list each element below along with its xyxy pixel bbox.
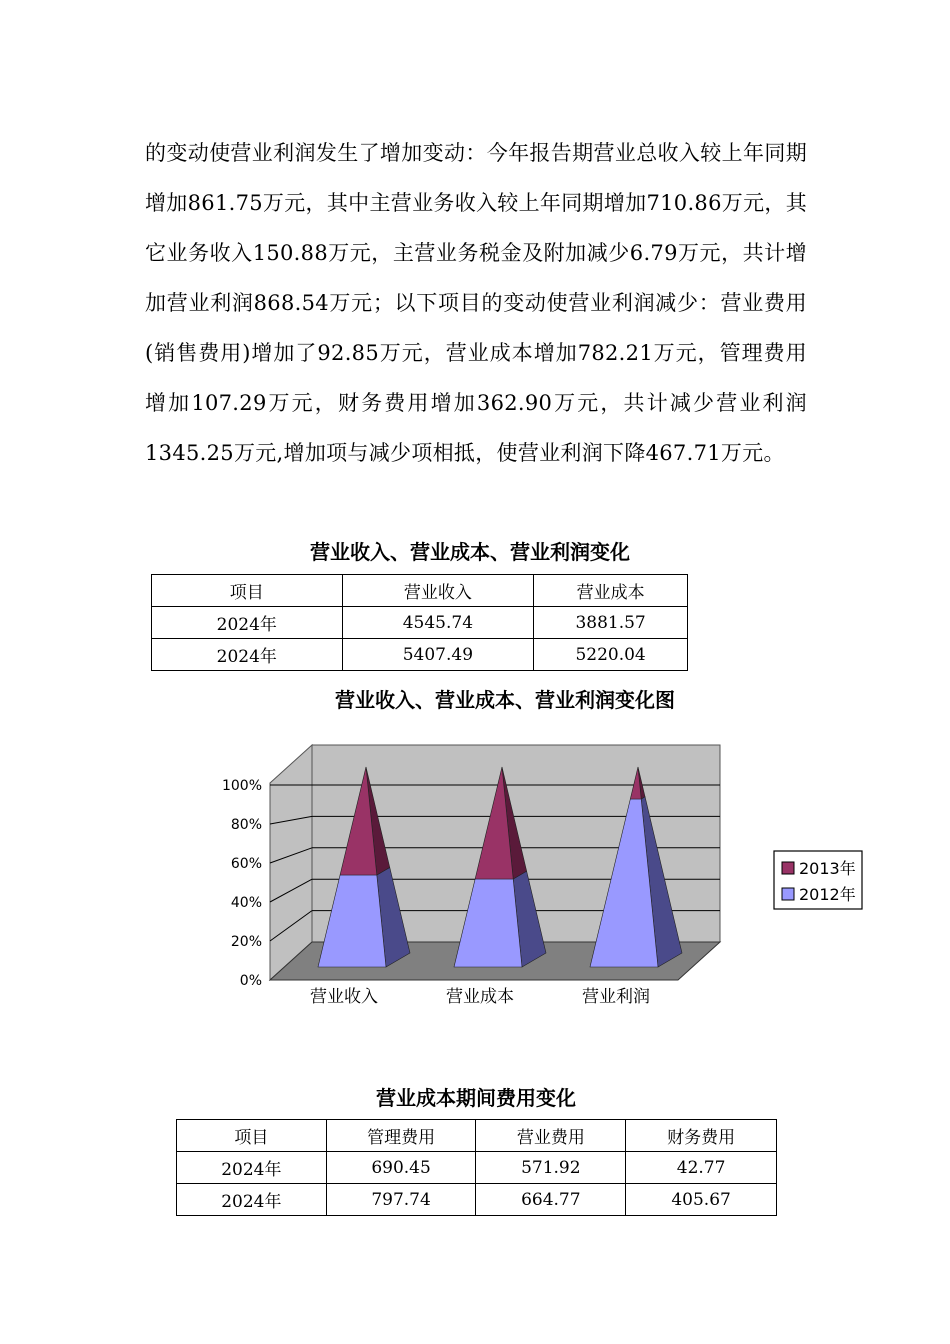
header-cell: 项目 [152, 575, 343, 607]
table-row [177, 1152, 777, 1184]
table2-caption: 营业成本期间费用变化 [376, 1086, 576, 1110]
table-header-row [152, 575, 688, 607]
legend-swatch [782, 862, 794, 874]
table-cell: 797.74 [326, 1184, 476, 1216]
table-cell: 405.67 [626, 1184, 777, 1216]
y-tick-label: 100% [221, 778, 262, 794]
legend-swatch [782, 888, 794, 900]
y-tick-label: 40% [230, 895, 262, 911]
y-tick-label: 60% [230, 856, 262, 872]
table-cell: 690.45 [326, 1152, 476, 1184]
table-cell: 2024年 [152, 607, 343, 639]
x-tick-label: 营业成本 [446, 987, 514, 1007]
table-cell: 2024年 [177, 1184, 327, 1216]
table-cell: 664.77 [476, 1184, 626, 1216]
table-cell: 5407.49 [342, 639, 534, 671]
header-cell: 管理费用 [326, 1120, 476, 1152]
header-cell: 财务费用 [626, 1120, 777, 1152]
header-cell: 营业收入 [342, 575, 534, 607]
y-tick-label: 80% [230, 817, 262, 833]
table-cell: 2024年 [152, 639, 343, 671]
body-paragraph: 的变动使营业利润发生了增加变动：今年报告期营业总收入较上年同期增加861.75万元，其中主营业务收入较上年同期增加710.86万元，其它业务收入150.88万元，主营业务税金及附加减少6.79万元，共计增加营业利润868.54万元；以下项目的变动使营业利润减少：营业费用(销售费用)增加了92.85万元，营业成本增加782.21万元，管理费用增加107.29万元，财务费用增加362.90万元，共计减少营业利润1345.25万元,增加项与减少项相抵，使营业利润下降467.71万元。 [145, 141, 807, 465]
table1-caption: 营业收入、营业成本、营业利润变化 [310, 540, 630, 564]
table-cell: 2024年 [177, 1152, 327, 1184]
header-cell: 营业成本 [534, 575, 688, 607]
pyramid-chart [200, 735, 880, 1020]
legend-label: 2012年 [799, 885, 856, 904]
x-tick-label: 营业利润 [582, 987, 650, 1007]
table-cell: 5220.04 [534, 639, 688, 671]
chart-caption: 营业收入、营业成本、营业利润变化图 [335, 688, 675, 712]
header-cell: 营业费用 [476, 1120, 626, 1152]
table-cell: 3881.57 [534, 607, 688, 639]
x-tick-label: 营业收入 [310, 987, 378, 1007]
table-row [177, 1184, 777, 1216]
y-tick-label: 20% [230, 934, 262, 950]
table-row [152, 639, 688, 671]
period-expense-table [176, 1119, 777, 1216]
table-cell: 4545.74 [342, 607, 534, 639]
table-row [152, 607, 688, 639]
table-header-row [177, 1120, 777, 1152]
chart-side-wall [270, 745, 312, 980]
revenue-cost-table [151, 574, 688, 671]
header-cell: 项目 [177, 1120, 327, 1152]
table-cell: 42.77 [626, 1152, 777, 1184]
table-cell: 571.92 [476, 1152, 626, 1184]
legend-label: 2013年 [799, 859, 856, 878]
y-tick-label: 0% [239, 973, 262, 989]
